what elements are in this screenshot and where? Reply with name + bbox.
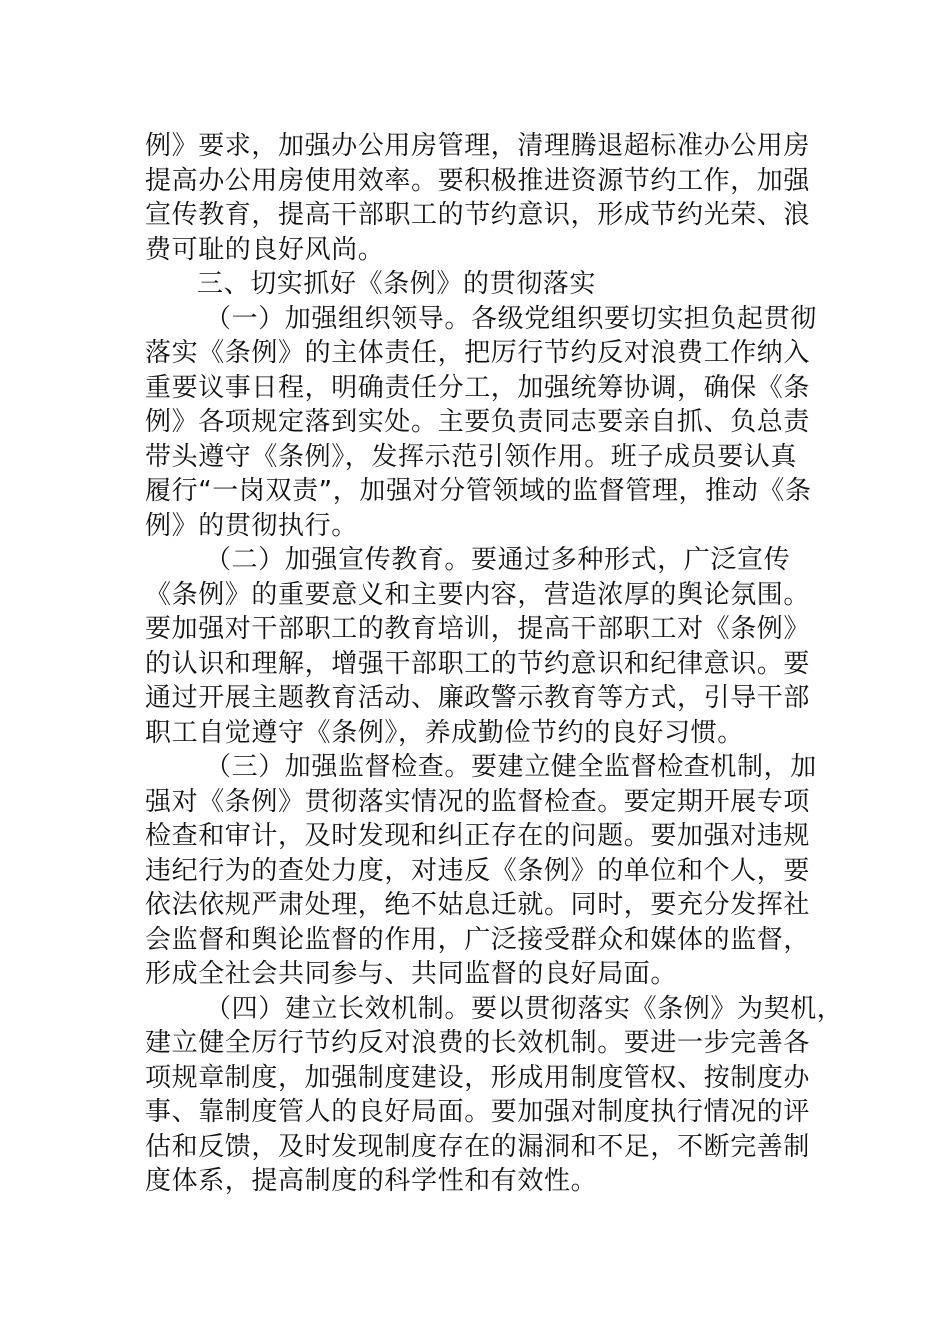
text-line: 形成全社会共同参与、共同监督的良好局面。 [145,959,678,989]
text-line: 建立健全厉行节约反对浪费的长效机制。要进一步完善各 [145,1028,811,1058]
text-line: 重要议事日程，明确责任分工，加强统筹协调，确保《条 [145,372,811,403]
text-line: 例》各项规定落到实处。主要负责同志要亲自抓、负总责 [145,407,811,437]
text-line: 费可耻的良好风尚。 [145,234,385,265]
text-line: 项规章制度，加强制度建设，形成用制度管权、按制度办 [145,1062,811,1093]
text-line: 例》的贯彻执行。 [145,510,358,541]
text-line: 要加强对干部职工的教育培训，提高干部职工对《条例》 [145,614,811,644]
text-line: 带头遵守《条例》，发挥示范引领作用。班子成员要认真 [145,441,798,472]
section-heading: 三、切实抓好《条例》的贯彻落实 [197,269,597,299]
text-line: 《条例》的重要意义和主要内容，营造浓厚的舆论氛围。 [145,579,811,610]
text-line: 通过开展主题教育活动、廉政警示教育等方式，引导干部 [145,683,811,713]
text-line: 事、靠制度管人的良好局面。要加强对制度执行情况的评 [145,1097,811,1127]
text-line: 职工自觉遵守《条例》，养成勤俭节约的良好习惯。 [145,717,744,748]
text-line: 检查和审计，及时发现和纠正存在的问题。要加强对违规 [145,821,811,851]
document-body [145,129,844,1199]
text-line: 提高办公用房使用效率。要积极推进资源节约工作，加强 [145,165,811,196]
text-line: 的认识和理解，增强干部职工的节约意识和纪律意识。要 [145,648,811,679]
paragraph-first-line: （三）加强监督检查。要建立健全监督检查机制，加 [205,752,817,782]
text-line: 例》要求，加强办公用房管理，清理腾退超标准办公用房 [145,131,811,161]
text-line: 估和反馈，及时发现制度存在的漏洞和不足，不断完善制 [145,1131,811,1162]
text-line: 强对《条例》贯彻落实情况的监督检查。要定期开展专项 [145,786,811,817]
text-line: 履行“一岗双责”，加强对分管领域的监督管理，推动《条 [145,476,812,506]
text-line: 违纪行为的查处力度，对违反《条例》的单位和个人，要 [145,855,811,886]
text-line: 落实《条例》的主体责任，把厉行节约反对浪费工作纳入 [145,338,811,368]
paragraph-first-line: （四）建立长效机制。要以贯彻落实《条例》为契机， [205,993,844,1024]
text-line: 度体系，提高制度的科学性和有效性。 [145,1166,598,1196]
text-line: 会监督和舆论监督的作用，广泛接受群众和媒体的监督， [145,924,811,955]
text-line: 依法依规严肃处理，绝不姑息迁就。同时，要充分发挥社 [145,890,811,920]
text-line: 宣传教育，提高干部职工的节约意识，形成节约光荣、浪 [145,200,811,230]
paragraph-first-line: （一）加强组织领导。各级党组织要切实担负起贯彻 [205,303,817,334]
paragraph-first-line: （二）加强宣传教育。要通过多种形式，广泛宣传 [205,545,791,575]
